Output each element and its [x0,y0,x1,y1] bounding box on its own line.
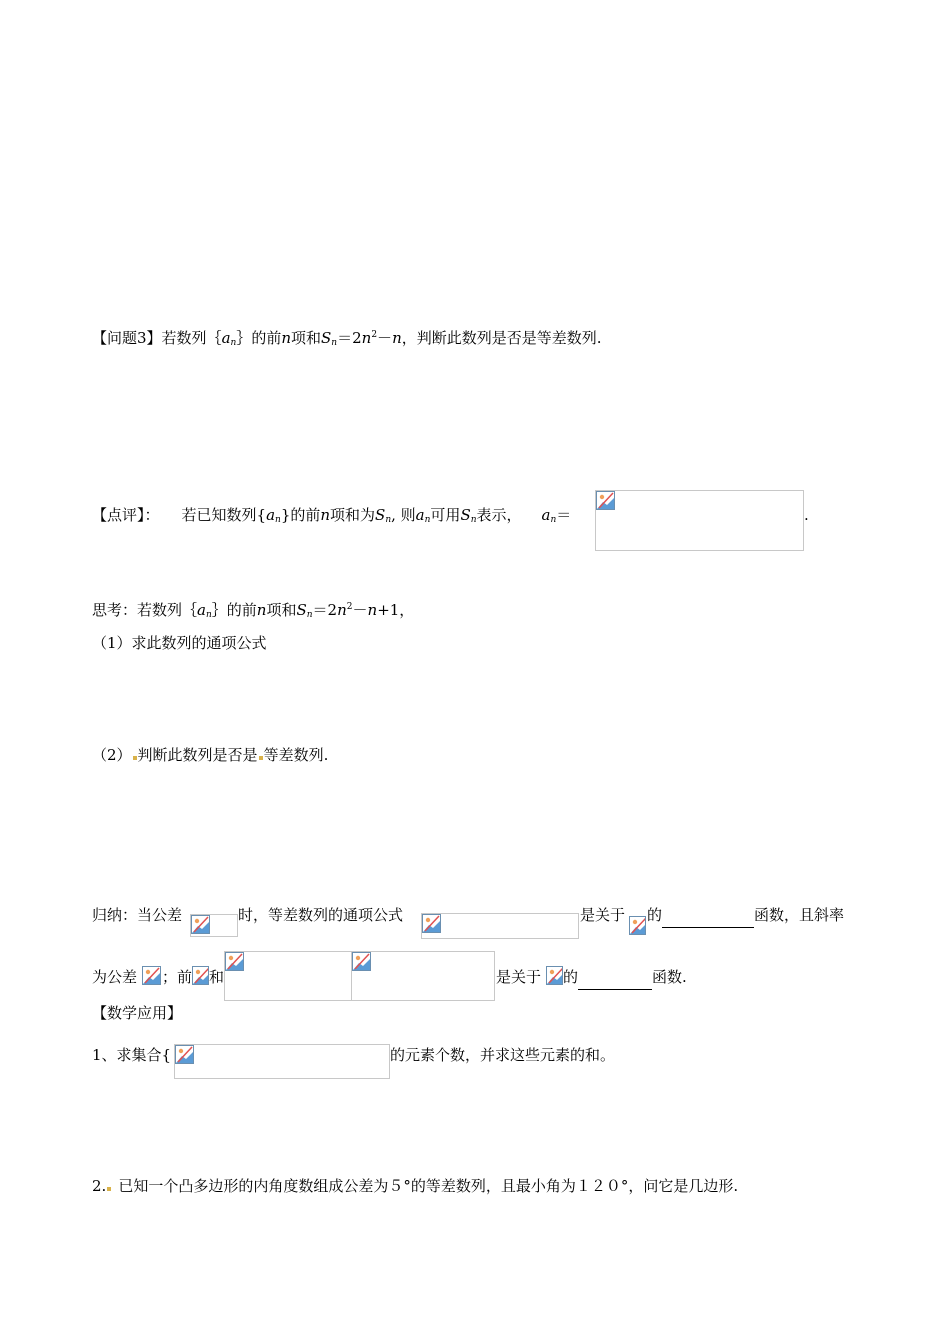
induction-text-10: 的 函数. [563,967,687,990]
induction-text-2: 时，等差数列的通项公式 [238,906,404,924]
induction-text-3: 是关于 [580,906,626,924]
broken-image-icon [192,966,209,985]
marker-dot [107,1187,111,1191]
formula-image-box [595,490,804,551]
application-q1-start: 1、求集合{ [92,1046,172,1064]
induction-text-6: 为公差 [92,968,138,986]
induction-text-1: 归纳：当公差 [92,906,183,924]
problem3-label: 【问题3】 [92,329,162,347]
application-q1-end: 的元素个数，并求这些元素的和。 [390,1046,616,1064]
fill-blank[interactable] [662,907,754,928]
formula-image-box [421,913,579,939]
application-q2: 2. 已知一个凸多边形的内角度数组成公差为５°的等差数列，且最小角为１２０°，问它是几边形. [92,1177,739,1195]
broken-image-icon [629,916,646,935]
formula-image-box [351,951,495,1001]
induction-text-4: 的 函数，且斜率 [647,905,844,928]
formula-image-box [174,1044,390,1079]
broken-image-icon [422,914,441,933]
broken-image-icon [546,966,563,985]
think-line: 思考：若数列$\{a_n\}$的前n项和$S_n=2n^2-n+1$， [92,601,415,620]
comment-end: . [804,506,809,524]
fill-blank[interactable] [578,969,652,990]
think-question-1: （1）求此数列的通项公式 [92,634,267,652]
broken-image-icon [352,952,371,971]
broken-image-icon [175,1045,194,1064]
marker-dot [133,756,137,760]
broken-image-icon [191,915,210,934]
problem3-line: 【问题3】若数列$\{a_n\}$的前n项和$S_n=2n^2-n$，判断此数列是否是等差数列. [92,329,602,348]
marker-dot [259,756,263,760]
induction-text-7: ；前 [162,968,193,986]
comment-label: 【点评】： [92,506,160,524]
induction-text-8: 和 [209,968,225,986]
broken-image-icon [596,491,615,510]
application-header: 【数学应用】 [92,1004,183,1022]
broken-image-icon [142,966,161,985]
think-question-2: （2） 判断此数列是否是 等差数列. [92,746,329,764]
comment-line: 【点评】： 若已知数列$\{a_n\}$的前n项和为$S_n$, 则$a_n$可用$S_n$表示， $a_n=$ [92,506,572,525]
induction-text-9: 是关于 [496,968,542,986]
broken-image-icon [225,952,244,971]
